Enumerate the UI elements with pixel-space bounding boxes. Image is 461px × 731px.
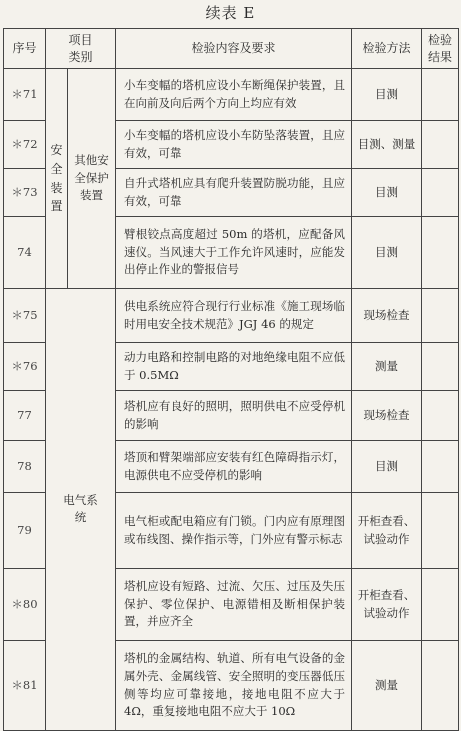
row-method: 目测 (352, 441, 422, 493)
header-result: 检验 结果 (422, 29, 459, 69)
row-no: ＊80 (4, 569, 46, 641)
row-content: 自升式塔机应具有爬升装置防脱功能，且应有效，可靠 (116, 169, 352, 217)
row-method: 现场检查 (352, 391, 422, 441)
row-content: 小车变幅的塔机应设小车断绳保护装置，且在向前及向后两个方向上均应有效 (116, 69, 352, 121)
row-result (422, 343, 459, 391)
row-content: 供电系统应符合现行行业标准《施工现场临时用电安全技术规范》JGJ 46 的规定 (116, 289, 352, 343)
row-result (422, 441, 459, 493)
row-content: 臂根铰点高度超过 50m 的塔机，应配备风速仪。当风速大于工作允许风速时，应能发出停止作业的警报信号 (116, 217, 352, 289)
row-content: 塔顶和臂架端部应安装有红色障碍指示灯，电源供电不应受停机的影响 (116, 441, 352, 493)
group-other-protection: 其他安全保护装置 (68, 69, 116, 289)
row-method: 现场检查 (352, 289, 422, 343)
header-category: 项目 类别 (46, 29, 116, 69)
row-method: 测量 (352, 343, 422, 391)
row-result (422, 569, 459, 641)
row-content: 电气柜或配电箱应有门锁。门内应有原理图或布线图、操作指示等，门外应有警示标志 (116, 493, 352, 569)
table-caption: 续表 E (205, 4, 256, 22)
group-electrical: 电气系统 (46, 289, 116, 731)
row-result (422, 391, 459, 441)
row-method: 目测 (352, 169, 422, 217)
row-method: 目测、测量 (352, 121, 422, 169)
row-result (422, 69, 459, 121)
row-no: ＊73 (4, 169, 46, 217)
row-no: ＊76 (4, 343, 46, 391)
header-content: 检验内容及要求 (116, 29, 352, 69)
row-no: 79 (4, 493, 46, 569)
row-no: ＊81 (4, 641, 46, 731)
row-method: 目测 (352, 217, 422, 289)
header-no: 序号 (4, 29, 46, 69)
row-result (422, 121, 459, 169)
row-no: ＊72 (4, 121, 46, 169)
row-result (422, 289, 459, 343)
row-content: 塔机的金属结构、轨道、所有电气设备的金属外壳、金属线管、安全照明的变压器低压侧等均应可靠接地，接地电阻不应大于 4Ω，重复接地电阻不应大于 10Ω (116, 641, 352, 731)
row-result (422, 169, 459, 217)
row-no: ＊75 (4, 289, 46, 343)
inspection-table (3, 28, 459, 731)
row-content: 塔机应设有短路、过流、欠压、过压及失压保护、零位保护、电源错相及断相保护装置，并应齐全 (116, 569, 352, 641)
row-result (422, 493, 459, 569)
table-row (4, 69, 459, 121)
row-no: 78 (4, 441, 46, 493)
row-no: 77 (4, 391, 46, 441)
header-method: 检验方法 (352, 29, 422, 69)
row-method: 目测 (352, 69, 422, 121)
table-row (4, 289, 459, 343)
row-content: 塔机应有良好的照明，照明供电不应受停机的影响 (116, 391, 352, 441)
row-method: 测量 (352, 641, 422, 731)
row-content: 动力电路和控制电路的对地绝缘电阻不应低于 0.5MΩ (116, 343, 352, 391)
row-content: 小车变幅的塔机应设小车防坠落装置，且应有效，可靠 (116, 121, 352, 169)
header-row (4, 29, 459, 69)
row-method: 开柜查看、试验动作 (352, 493, 422, 569)
row-no: ＊71 (4, 69, 46, 121)
row-result (422, 641, 459, 731)
row-result (422, 217, 459, 289)
row-no: 74 (4, 217, 46, 289)
row-method: 开柜查看、试验动作 (352, 569, 422, 641)
group-safety: 安全装置 (46, 69, 68, 289)
